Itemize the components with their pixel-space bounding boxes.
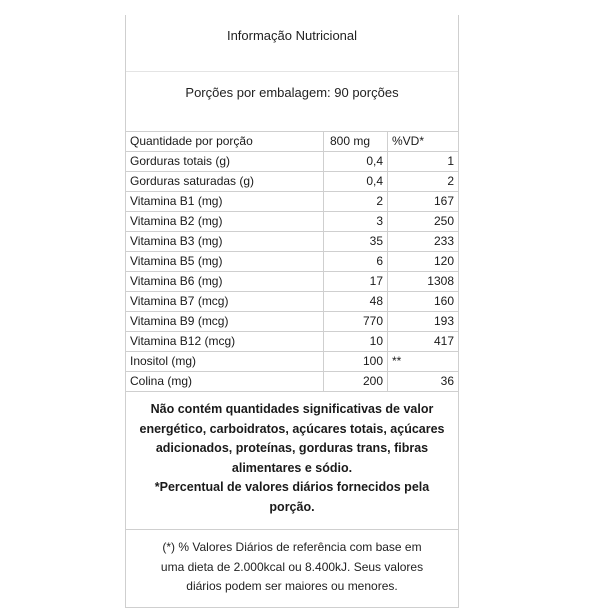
table-row: [126, 312, 458, 332]
note-line: energético, carboidratos, açúcares totais, açúcares: [139, 421, 445, 436]
table-row: [126, 152, 458, 172]
table-row: [126, 332, 458, 352]
row-vd: 120: [388, 252, 459, 272]
row-amount: 0,4: [324, 152, 388, 172]
row-name: Inositol (mg): [126, 352, 324, 372]
label-title: Informação Nutricional: [226, 27, 358, 43]
row-amount: 200: [324, 372, 388, 392]
table-header-row: [126, 132, 458, 152]
row-vd: **: [388, 352, 459, 372]
table-row: [126, 372, 458, 392]
row-amount: 48: [324, 292, 388, 312]
footer-line: uma dieta de 2.000kcal ou 8.400kJ. Seus valores: [160, 559, 424, 574]
row-vd: 160: [388, 292, 459, 312]
row-name: Vitamina B6 (mg): [126, 272, 324, 292]
footer-line: diários podem ser maiores ou menores.: [186, 579, 398, 593]
row-name: Gorduras saturadas (g): [126, 172, 324, 192]
note-line: adicionados, proteínas, gorduras trans, fibras: [155, 441, 429, 455]
servings-per-package: Porções por embalagem: 90 porções: [126, 71, 458, 112]
row-amount: 100: [324, 352, 388, 372]
footer-line: (*) % Valores Diários de referência com base em: [162, 540, 422, 554]
row-amount: 17: [324, 272, 388, 292]
row-amount: 0,4: [324, 172, 388, 192]
label-notes: [126, 392, 458, 530]
row-name: Vitamina B3 (mg): [126, 232, 324, 252]
row-name: Vitamina B2 (mg): [126, 212, 324, 232]
header-portion: Quantidade por porção: [126, 132, 324, 152]
row-amount: 10: [324, 332, 388, 352]
table-row: [126, 352, 458, 372]
row-name: Vitamina B7 (mcg): [126, 292, 324, 312]
table-row: [126, 292, 458, 312]
nutrition-label: [125, 15, 459, 608]
note-line: alimentares e sódio.: [231, 460, 353, 475]
row-amount: 35: [324, 232, 388, 252]
row-amount: 770: [324, 312, 388, 332]
label-footer: [126, 530, 458, 608]
row-amount: 2: [324, 192, 388, 212]
row-vd: 36: [388, 372, 459, 392]
row-amount: 3: [324, 212, 388, 232]
row-vd: 1: [388, 152, 459, 172]
row-vd: 1308: [388, 272, 459, 292]
note-line: Não contém quantidades significativas de valor: [150, 402, 434, 416]
row-name: Vitamina B5 (mg): [126, 252, 324, 272]
row-amount: 6: [324, 252, 388, 272]
header-vd: %VD*: [388, 132, 459, 152]
row-name: Gorduras totais (g): [126, 152, 324, 172]
table-row: [126, 252, 458, 272]
table-row: [126, 192, 458, 212]
row-name: Vitamina B12 (mcg): [126, 332, 324, 352]
row-name: Colina (mg): [126, 372, 324, 392]
table-row: [126, 212, 458, 232]
header-amount: 800 mg: [324, 132, 388, 152]
note-line: *Percentual de valores diários fornecidos pela: [154, 480, 430, 494]
nutrition-table: [126, 131, 458, 392]
table-row: [126, 172, 458, 192]
note-line: porção.: [269, 499, 315, 514]
table-row: [126, 272, 458, 292]
row-vd: 2: [388, 172, 459, 192]
row-vd: 250: [388, 212, 459, 232]
row-vd: 417: [388, 332, 459, 352]
row-name: Vitamina B9 (mcg): [126, 312, 324, 332]
row-vd: 167: [388, 192, 459, 212]
row-name: Vitamina B1 (mg): [126, 192, 324, 212]
row-vd: 193: [388, 312, 459, 332]
table-row: [126, 232, 458, 252]
row-vd: 233: [388, 232, 459, 252]
